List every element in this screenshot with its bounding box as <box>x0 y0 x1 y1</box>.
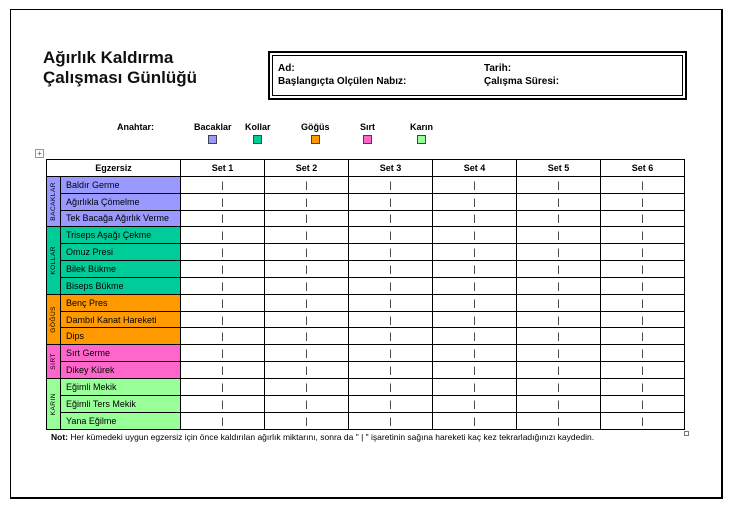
set-entry-cell[interactable]: | <box>432 378 516 395</box>
set-entry-cell[interactable]: | <box>181 176 265 193</box>
legend-label: Karın <box>410 122 434 132</box>
note-prefix: Not: <box>51 432 68 442</box>
table-move-handle-icon[interactable]: + <box>35 149 44 158</box>
table-header-row <box>47 160 685 177</box>
set-entry-cell[interactable]: | <box>181 378 265 395</box>
set-entry-cell[interactable]: | <box>181 244 265 261</box>
set-entry-cell[interactable]: | <box>516 244 600 261</box>
set-entry-cell[interactable]: | <box>265 261 349 278</box>
set-entry-cell[interactable]: | <box>516 378 600 395</box>
table-row <box>47 193 685 210</box>
exercise-name: Triseps Aşağı Çekme <box>61 227 181 244</box>
set-entry-cell[interactable]: | <box>600 328 684 345</box>
set-entry-cell[interactable]: | <box>348 328 432 345</box>
set-entry-cell[interactable]: | <box>348 294 432 311</box>
set-entry-cell[interactable]: | <box>600 176 684 193</box>
set-entry-cell[interactable]: | <box>265 193 349 210</box>
set-entry-cell[interactable]: | <box>600 311 684 328</box>
set-entry-cell[interactable]: | <box>348 210 432 227</box>
exercise-name: Biseps Bükme <box>61 277 181 294</box>
set-entry-cell[interactable]: | <box>265 378 349 395</box>
exercise-name: Ağırlıkla Çömelme <box>61 193 181 210</box>
set-entry-cell[interactable]: | <box>432 345 516 362</box>
set-entry-cell[interactable]: | <box>348 261 432 278</box>
set-entry-cell[interactable]: | <box>432 244 516 261</box>
set-entry-cell[interactable]: | <box>600 244 684 261</box>
info-box <box>268 51 687 100</box>
legend-item <box>245 122 271 144</box>
set-entry-cell[interactable]: | <box>432 277 516 294</box>
set-entry-cell[interactable]: | <box>432 362 516 379</box>
set-entry-cell[interactable]: | <box>348 412 432 429</box>
set-entry-cell[interactable]: | <box>432 261 516 278</box>
table-row <box>47 227 685 244</box>
set-entry-cell[interactable]: | <box>516 311 600 328</box>
exercise-name: Eğimli Mekik <box>61 378 181 395</box>
set-entry-cell[interactable]: | <box>516 362 600 379</box>
exercise-name: Benç Pres <box>61 294 181 311</box>
set-entry-cell[interactable]: | <box>348 311 432 328</box>
exercise-name: Bilek Bükme <box>61 261 181 278</box>
set-entry-cell[interactable]: | <box>516 176 600 193</box>
set-entry-cell[interactable]: | <box>265 227 349 244</box>
legend-title: Anahtar: <box>117 122 155 132</box>
table-row <box>47 210 685 227</box>
set-entry-cell[interactable]: | <box>516 227 600 244</box>
set-entry-cell[interactable]: | <box>348 227 432 244</box>
set-entry-cell[interactable]: | <box>181 193 265 210</box>
set-entry-cell[interactable]: | <box>265 395 349 412</box>
set-entry-cell[interactable]: | <box>181 261 265 278</box>
exercise-name: Baldır Germe <box>61 176 181 193</box>
set-entry-cell[interactable]: | <box>181 412 265 429</box>
header-set-5: Set 5 <box>516 160 600 177</box>
name-label: Ad: <box>278 63 295 74</box>
set-entry-cell[interactable]: | <box>265 345 349 362</box>
set-entry-cell[interactable]: | <box>432 412 516 429</box>
title-line-1: Ağırlık Kaldırma <box>43 48 174 67</box>
exercise-name: Omuz Presi <box>61 244 181 261</box>
group-label-cell <box>47 176 61 227</box>
set-entry-cell[interactable]: | <box>265 294 349 311</box>
table-row <box>47 277 685 294</box>
set-entry-cell[interactable]: | <box>181 311 265 328</box>
set-entry-cell[interactable]: | <box>432 210 516 227</box>
set-entry-cell[interactable]: | <box>265 328 349 345</box>
duration-label: Çalışma Süresi: <box>484 76 560 87</box>
set-entry-cell[interactable]: | <box>432 227 516 244</box>
set-entry-cell[interactable]: | <box>265 210 349 227</box>
group-label: GÖĞÜS <box>50 306 57 333</box>
set-entry-cell[interactable]: | <box>265 412 349 429</box>
workout-log-table <box>46 159 685 430</box>
set-entry-cell[interactable]: | <box>516 345 600 362</box>
legend-label: Kollar <box>245 122 271 132</box>
exercise-name: Yana Eğilme <box>61 412 181 429</box>
table-row <box>47 311 685 328</box>
set-entry-cell[interactable]: | <box>348 277 432 294</box>
set-entry-cell[interactable]: | <box>600 362 684 379</box>
set-entry-cell[interactable]: | <box>265 362 349 379</box>
table-row <box>47 362 685 379</box>
set-entry-cell[interactable]: | <box>348 193 432 210</box>
legend-label: Bacaklar <box>194 122 232 132</box>
legend-label: Göğüs <box>301 122 330 132</box>
date-label: Tarih: <box>484 63 512 74</box>
exercise-name: Sırt Germe <box>61 345 181 362</box>
set-entry-cell[interactable]: | <box>348 378 432 395</box>
footnote <box>51 432 594 442</box>
table-row <box>47 378 685 395</box>
set-entry-cell[interactable]: | <box>600 261 684 278</box>
set-entry-cell[interactable]: | <box>181 277 265 294</box>
set-entry-cell[interactable]: | <box>181 210 265 227</box>
set-entry-cell[interactable]: | <box>516 261 600 278</box>
group-label: KARIN <box>50 392 57 415</box>
legend-swatch <box>208 135 217 144</box>
set-entry-cell[interactable]: | <box>348 345 432 362</box>
set-entry-cell[interactable]: | <box>265 244 349 261</box>
set-entry-cell[interactable]: | <box>348 362 432 379</box>
set-entry-cell[interactable]: | <box>265 277 349 294</box>
group-label-cell <box>47 294 61 345</box>
set-entry-cell[interactable]: | <box>516 294 600 311</box>
title-line-2: Çalışması Günlüğü <box>43 68 197 87</box>
table-row <box>47 261 685 278</box>
header-set-4: Set 4 <box>432 160 516 177</box>
group-label-cell <box>47 345 61 379</box>
set-entry-cell[interactable]: | <box>181 395 265 412</box>
set-entry-cell[interactable]: | <box>600 294 684 311</box>
legend-item <box>410 122 433 144</box>
table-row <box>47 176 685 193</box>
header-set-1: Set 1 <box>181 160 265 177</box>
pulse-label: Başlangıçta Olçülen Nabız: <box>278 76 407 87</box>
note-text: Her kümedeki uygun egzersiz için önce kaldırılan ağırlık miktarını, sonra da " | " işaretinin sağına hareketi kaç kez tekrarladığınızı kaydedin. <box>68 432 595 442</box>
set-entry-cell[interactable]: | <box>600 277 684 294</box>
set-entry-cell[interactable]: | <box>516 412 600 429</box>
set-entry-cell[interactable]: | <box>600 210 684 227</box>
legend-item <box>301 122 330 144</box>
set-entry-cell[interactable]: | <box>432 328 516 345</box>
set-entry-cell[interactable]: | <box>181 362 265 379</box>
table-row <box>47 244 685 261</box>
table-row <box>47 412 685 429</box>
set-entry-cell[interactable]: | <box>600 345 684 362</box>
legend-swatch <box>253 135 262 144</box>
table-resize-handle[interactable] <box>684 431 689 436</box>
set-entry-cell[interactable]: | <box>600 378 684 395</box>
set-entry-cell[interactable]: | <box>600 412 684 429</box>
table-row <box>47 395 685 412</box>
legend-item <box>194 122 232 144</box>
set-entry-cell[interactable]: | <box>265 176 349 193</box>
table-row <box>47 345 685 362</box>
set-entry-cell[interactable]: | <box>181 227 265 244</box>
group-label-cell <box>47 378 61 429</box>
exercise-name: Tek Bacağa Ağırlık Verme <box>61 210 181 227</box>
set-entry-cell[interactable]: | <box>516 277 600 294</box>
legend-swatch <box>363 135 372 144</box>
set-entry-cell[interactable]: | <box>600 227 684 244</box>
exercise-name: Dips <box>61 328 181 345</box>
exercise-name: Dikey Kürek <box>61 362 181 379</box>
set-entry-cell[interactable]: | <box>516 193 600 210</box>
table-row <box>47 328 685 345</box>
legend-label: Sırt <box>360 122 376 132</box>
legend-swatch <box>311 135 320 144</box>
group-label: SIRT <box>50 353 57 370</box>
header-exercise: Egzersiz <box>47 160 181 177</box>
set-entry-cell[interactable]: | <box>600 193 684 210</box>
set-entry-cell[interactable]: | <box>181 345 265 362</box>
set-entry-cell[interactable]: | <box>432 176 516 193</box>
set-entry-cell[interactable]: | <box>600 395 684 412</box>
table-row <box>47 294 685 311</box>
set-entry-cell[interactable]: | <box>265 311 349 328</box>
exercise-name: Eğimli Ters Mekik <box>61 395 181 412</box>
header-set-6: Set 6 <box>600 160 684 177</box>
legend-item <box>360 122 375 144</box>
set-entry-cell[interactable]: | <box>516 328 600 345</box>
legend-swatch <box>417 135 426 144</box>
set-entry-cell[interactable]: | <box>432 395 516 412</box>
set-entry-cell[interactable]: | <box>348 244 432 261</box>
set-entry-cell[interactable]: | <box>516 210 600 227</box>
header-set-3: Set 3 <box>348 160 432 177</box>
set-entry-cell[interactable]: | <box>516 395 600 412</box>
set-entry-cell[interactable]: | <box>181 294 265 311</box>
group-label-cell <box>47 227 61 294</box>
page-title <box>43 48 197 88</box>
group-label: KOLLAR <box>50 246 57 275</box>
exercise-name: Dambıl Kanat Hareketi <box>61 311 181 328</box>
set-entry-cell[interactable]: | <box>432 294 516 311</box>
group-label: BACAKLAR <box>50 182 57 221</box>
set-entry-cell[interactable]: | <box>432 311 516 328</box>
set-entry-cell[interactable]: | <box>348 176 432 193</box>
set-entry-cell[interactable]: | <box>348 395 432 412</box>
set-entry-cell[interactable]: | <box>181 328 265 345</box>
set-entry-cell[interactable]: | <box>432 193 516 210</box>
header-set-2: Set 2 <box>265 160 349 177</box>
